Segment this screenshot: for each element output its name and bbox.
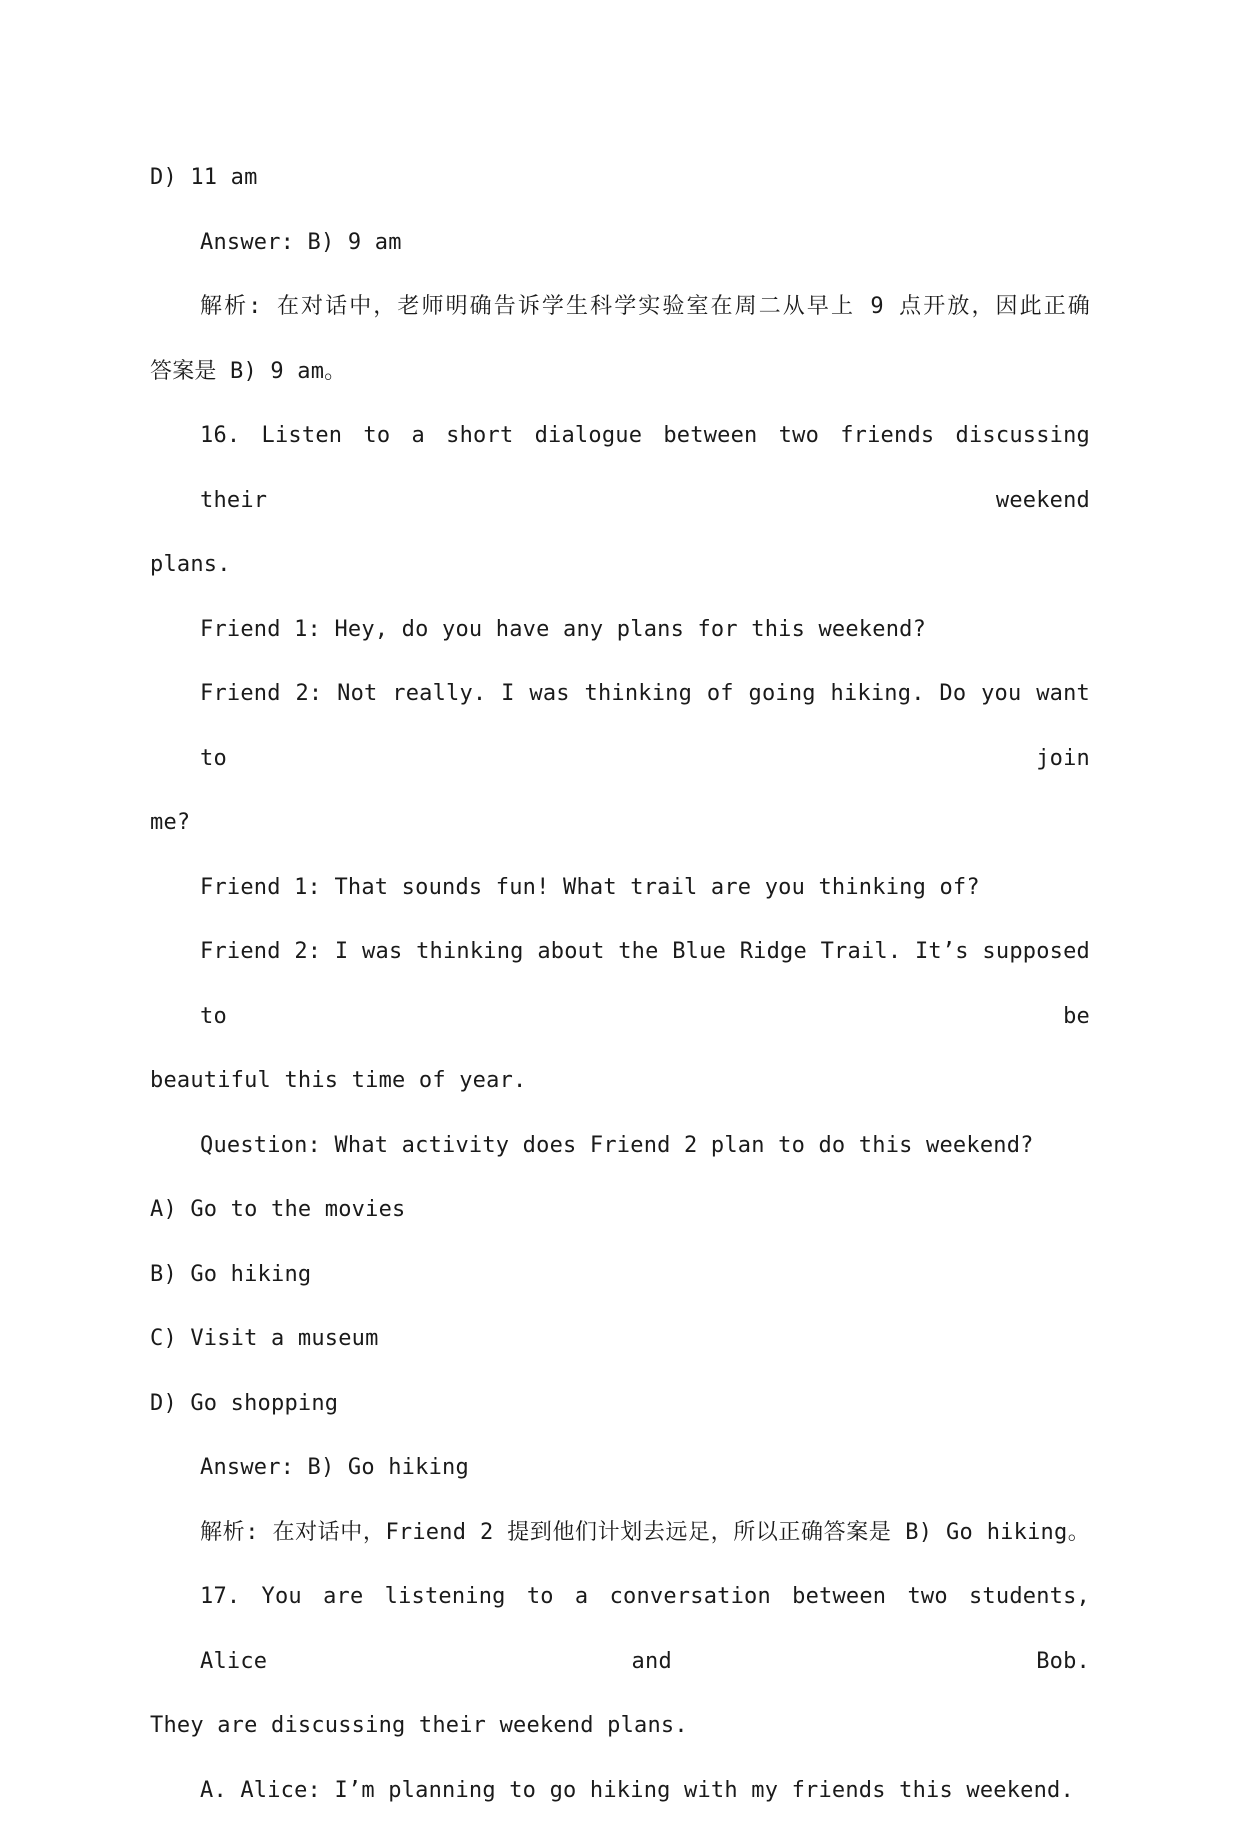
- option-a-q16: A) Go to the movies: [150, 1178, 1090, 1243]
- question-16-intro-line-1: 16. Listen to a short dialogue between two friends discussing their weekend: [150, 404, 1090, 533]
- dialogue-line-friend-2-part-2: me?: [150, 791, 1090, 856]
- option-d-q15: D) 11 am: [150, 146, 1090, 211]
- explanation-q15-line-2: 答案是 B) 9 am。: [150, 340, 1090, 405]
- answer-q15: Answer: B) 9 am: [150, 211, 1090, 276]
- question-17-intro-line-1: 17. You are listening to a conversation between two students, Alice and Bob.: [150, 1565, 1090, 1694]
- dialogue-line-friend-2-trail-part-1: Friend 2: I was thinking about the Blue Ridge Trail. It’s supposed to be: [150, 920, 1090, 1049]
- dialogue-line-friend-2-part-1: Friend 2: Not really. I was thinking of going hiking. Do you want to join: [150, 662, 1090, 791]
- document-body: [150, 146, 1090, 1823]
- dialogue-line-friend-2-trail-part-2: beautiful this time of year.: [150, 1049, 1090, 1114]
- answer-q16: Answer: B) Go hiking: [150, 1436, 1090, 1501]
- question-16-prompt: Question: What activity does Friend 2 plan to do this weekend?: [150, 1114, 1090, 1179]
- question-17-intro-line-2: They are discussing their weekend plans.: [150, 1694, 1090, 1759]
- option-d-q16: D) Go shopping: [150, 1372, 1090, 1437]
- dialogue-line-friend-1: Friend 1: Hey, do you have any plans for this weekend?: [150, 598, 1090, 663]
- question-16-intro-line-2: plans.: [150, 533, 1090, 598]
- dialogue-line-friend-1-reply: Friend 1: That sounds fun! What trail are you thinking of?: [150, 856, 1090, 921]
- explanation-q16: 解析: 在对话中，Friend 2 提到他们计划去远足，所以正确答案是 B) Go hiking。: [150, 1501, 1090, 1566]
- option-b-q16: B) Go hiking: [150, 1243, 1090, 1308]
- dialogue-line-alice: A. Alice: I’m planning to go hiking with my friends this weekend.: [150, 1759, 1090, 1823]
- option-c-q16: C) Visit a museum: [150, 1307, 1090, 1372]
- explanation-q15-line-1: 解析: 在对话中，老师明确告诉学生科学实验室在周二从早上 9 点开放，因此正确: [150, 275, 1090, 340]
